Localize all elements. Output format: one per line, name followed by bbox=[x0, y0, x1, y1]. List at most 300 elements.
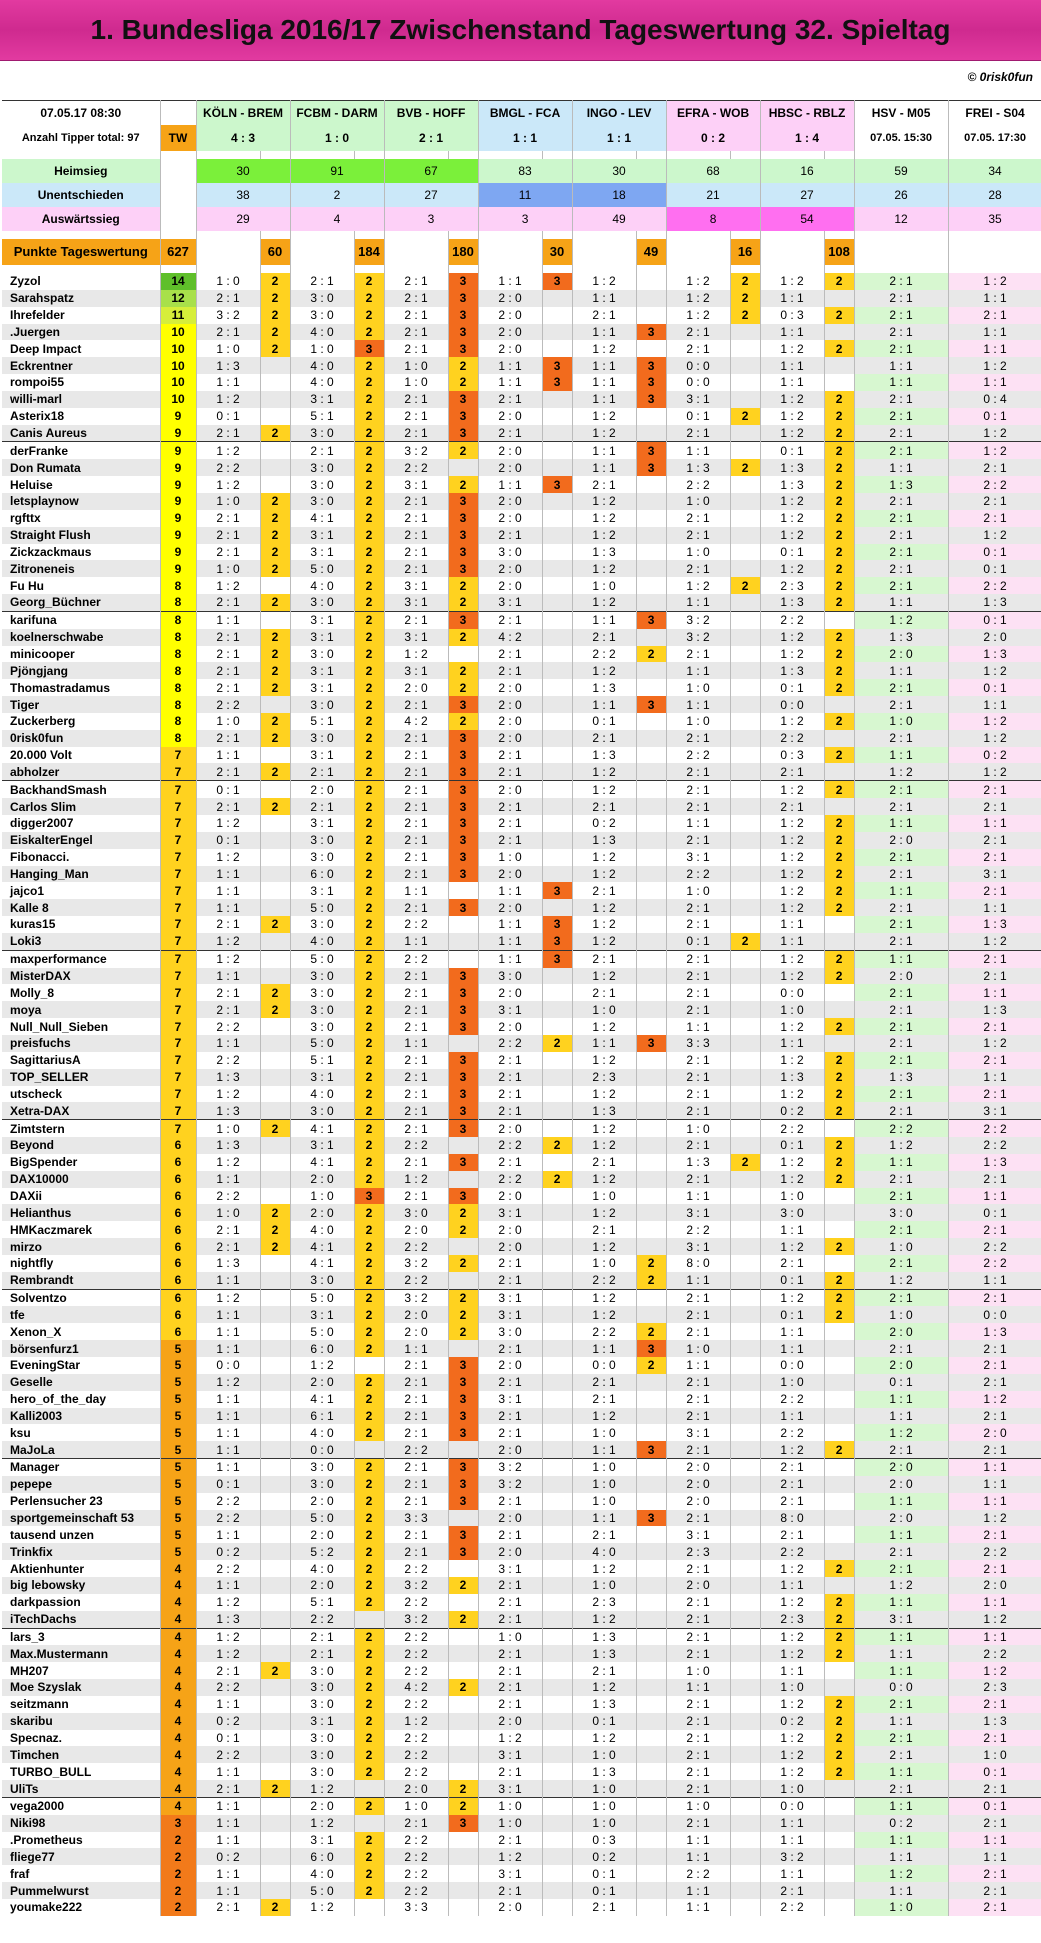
tip-score: 2 : 1 bbox=[478, 1069, 542, 1086]
tip-score: 2 : 2 bbox=[666, 747, 730, 764]
tip-points bbox=[542, 290, 572, 307]
tip-score: 1 : 3 bbox=[666, 459, 730, 476]
tip-score-hsv: 2 : 1 bbox=[854, 866, 948, 883]
tip-points bbox=[824, 1391, 854, 1408]
tip-points bbox=[824, 696, 854, 713]
tip-score: 2 : 0 bbox=[384, 1221, 448, 1238]
tip-points: 2 bbox=[824, 1102, 854, 1119]
tip-score-frei: 2 : 3 bbox=[948, 1679, 1041, 1696]
tip-score: 3 : 0 bbox=[290, 832, 354, 849]
player-tw: 6 bbox=[160, 1154, 196, 1171]
tip-score-hsv: 1 : 1 bbox=[854, 594, 948, 611]
tip-score: 6 : 0 bbox=[290, 1848, 354, 1865]
table-row bbox=[2, 577, 1041, 594]
tip-points: 3 bbox=[448, 527, 478, 544]
tip-score: 2 : 1 bbox=[666, 832, 730, 849]
tip-score-frei: 2 : 1 bbox=[948, 832, 1041, 849]
tip-points: 2 bbox=[354, 1560, 384, 1577]
tip-score: 1 : 2 bbox=[572, 510, 636, 527]
tip-score: 2 : 2 bbox=[760, 1543, 824, 1560]
tip-points: 2 bbox=[354, 968, 384, 985]
tip-points: 2 bbox=[448, 1306, 478, 1323]
tip-points: 3 bbox=[636, 1441, 666, 1458]
tip-points: 2 bbox=[448, 1679, 478, 1696]
match-result: 07.05. 15:30 bbox=[854, 125, 948, 151]
tip-score: 2 : 1 bbox=[290, 1628, 354, 1645]
date-cell: 07.05.17 08:30 bbox=[2, 101, 160, 126]
player-tw: 6 bbox=[160, 1137, 196, 1154]
table-row bbox=[2, 832, 1041, 849]
spacer bbox=[384, 265, 448, 273]
tip-score: 1 : 2 bbox=[384, 1713, 448, 1730]
table-row bbox=[2, 1204, 1041, 1221]
tip-score-hsv: 2 : 1 bbox=[854, 1001, 948, 1018]
tip-points bbox=[636, 1154, 666, 1171]
tip-score: 2 : 0 bbox=[290, 1797, 354, 1814]
player-name: skaribu bbox=[2, 1713, 160, 1730]
tip-points: 2 bbox=[354, 1137, 384, 1154]
tip-points bbox=[260, 1052, 290, 1069]
tip-points: 2 bbox=[354, 1018, 384, 1035]
tip-score: 0 : 1 bbox=[572, 1865, 636, 1882]
player-name: Solventzo bbox=[2, 1289, 160, 1306]
table-row bbox=[2, 340, 1041, 357]
player-name: Xetra-DAX bbox=[2, 1102, 160, 1119]
tip-score-frei: 2 : 0 bbox=[948, 1577, 1041, 1594]
tip-points bbox=[636, 1594, 666, 1611]
unentschieden-row-label: Unentschieden bbox=[2, 183, 160, 207]
tip-score: 1 : 2 bbox=[572, 866, 636, 883]
tip-points bbox=[730, 391, 760, 408]
tip-score: 1 : 2 bbox=[572, 968, 636, 985]
tip-score: 3 : 2 bbox=[384, 1255, 448, 1272]
tip-score: 1 : 1 bbox=[196, 1797, 260, 1814]
player-name: Ihrefelder bbox=[2, 307, 160, 324]
tip-points: 3 bbox=[448, 391, 478, 408]
tip-points: 2 bbox=[354, 510, 384, 527]
tip-points bbox=[730, 747, 760, 764]
page-title: 1. Bundesliga 2016/17 Zwischenstand Tageswertung 32. Spieltag bbox=[90, 14, 951, 45]
tip-score-frei: 1 : 2 bbox=[948, 933, 1041, 950]
player-name: Zuckerberg bbox=[2, 713, 160, 730]
player-name: Zyzol bbox=[2, 273, 160, 290]
tip-score: 1 : 2 bbox=[384, 646, 448, 663]
tip-score: 1 : 0 bbox=[196, 560, 260, 577]
tip-score: 1 : 2 bbox=[666, 290, 730, 307]
tip-points bbox=[730, 1560, 760, 1577]
tip-score: 2 : 1 bbox=[572, 1221, 636, 1238]
tip-score: 1 : 0 bbox=[572, 1797, 636, 1814]
tip-score: 5 : 0 bbox=[290, 1510, 354, 1527]
table-row bbox=[2, 1730, 1041, 1747]
tip-score-frei: 1 : 1 bbox=[948, 1459, 1041, 1476]
player-name: koelnerschwabe bbox=[2, 629, 160, 646]
player-tw: 9 bbox=[160, 408, 196, 425]
tip-score: 1 : 2 bbox=[196, 442, 260, 459]
player-name: abholzer bbox=[2, 763, 160, 780]
player-name: .Juergen bbox=[2, 324, 160, 341]
tip-points bbox=[730, 968, 760, 985]
spacer bbox=[290, 151, 354, 159]
tip-points bbox=[824, 1188, 854, 1205]
tip-score: 2 : 0 bbox=[478, 1899, 542, 1916]
player-tw: 6 bbox=[160, 1188, 196, 1205]
tip-score: 1 : 3 bbox=[760, 459, 824, 476]
tip-points bbox=[730, 1476, 760, 1493]
tip-score: 1 : 3 bbox=[572, 1628, 636, 1645]
tip-score-frei: 1 : 2 bbox=[948, 1035, 1041, 1052]
tip-score: 3 : 0 bbox=[290, 968, 354, 985]
spacer bbox=[384, 231, 448, 239]
tip-points: 2 bbox=[824, 1137, 854, 1154]
tip-points: 2 bbox=[260, 1221, 290, 1238]
match-points: 108 bbox=[824, 239, 854, 265]
player-name: Null_Null_Sieben bbox=[2, 1018, 160, 1035]
spacer bbox=[948, 151, 1041, 159]
tip-points: 2 bbox=[354, 1526, 384, 1543]
tip-score-frei: 2 : 0 bbox=[948, 1424, 1041, 1441]
copyright: © 0risk0fun bbox=[967, 70, 1033, 84]
tip-score: 0 : 3 bbox=[572, 1832, 636, 1849]
tip-points bbox=[542, 629, 572, 646]
table-row bbox=[2, 662, 1041, 679]
tip-points bbox=[730, 1459, 760, 1476]
tip-score-frei: 1 : 1 bbox=[948, 1594, 1041, 1611]
player-name: Heluise bbox=[2, 476, 160, 493]
tip-points bbox=[542, 307, 572, 324]
match-result: 1 : 0 bbox=[290, 125, 384, 151]
tip-points: 2 bbox=[260, 273, 290, 290]
tip-score: 2 : 1 bbox=[384, 1357, 448, 1374]
tip-score: 0 : 1 bbox=[760, 1272, 824, 1289]
tip-score: 1 : 1 bbox=[196, 1526, 260, 1543]
tip-points bbox=[260, 1628, 290, 1645]
tip-score: 2 : 1 bbox=[196, 510, 260, 527]
tip-count: 18 bbox=[572, 183, 666, 207]
tip-points: 2 bbox=[824, 1018, 854, 1035]
tip-score: 1 : 1 bbox=[196, 1171, 260, 1188]
tip-score: 1 : 1 bbox=[760, 374, 824, 391]
table-row bbox=[2, 679, 1041, 696]
player-name: big lebowsky bbox=[2, 1577, 160, 1594]
tip-score: 2 : 1 bbox=[290, 273, 354, 290]
tip-score: 1 : 1 bbox=[572, 1510, 636, 1527]
tip-score: 2 : 1 bbox=[572, 629, 636, 646]
tip-points: 3 bbox=[448, 730, 478, 747]
tip-points bbox=[730, 544, 760, 561]
player-name: tausend unzen bbox=[2, 1526, 160, 1543]
tip-count: 91 bbox=[290, 159, 384, 183]
tip-score: 1 : 0 bbox=[666, 882, 730, 899]
player-tw: 5 bbox=[160, 1408, 196, 1425]
tip-score: 2 : 1 bbox=[478, 527, 542, 544]
tip-score: 1 : 2 bbox=[572, 340, 636, 357]
table-row bbox=[2, 1001, 1041, 1018]
tip-score: 2 : 2 bbox=[384, 1746, 448, 1763]
tip-points bbox=[542, 1543, 572, 1560]
tip-score-frei: 2 : 2 bbox=[948, 577, 1041, 594]
tip-score: 3 : 1 bbox=[384, 577, 448, 594]
tip-score: 2 : 1 bbox=[478, 646, 542, 663]
tip-score: 2 : 2 bbox=[384, 459, 448, 476]
tip-points: 2 bbox=[354, 1662, 384, 1679]
tip-score: 1 : 2 bbox=[666, 577, 730, 594]
tip-points: 3 bbox=[542, 273, 572, 290]
player-tw: 10 bbox=[160, 374, 196, 391]
table-row bbox=[2, 1238, 1041, 1255]
tip-points: 2 bbox=[354, 408, 384, 425]
tip-score: 2 : 1 bbox=[478, 1154, 542, 1171]
player-tw: 7 bbox=[160, 849, 196, 866]
tip-score-hsv: 2 : 1 bbox=[854, 899, 948, 916]
tip-points bbox=[730, 882, 760, 899]
table-row bbox=[2, 1391, 1041, 1408]
player-tw: 11 bbox=[160, 307, 196, 324]
tip-score: 1 : 3 bbox=[196, 1137, 260, 1154]
tip-points bbox=[260, 1882, 290, 1899]
spacer bbox=[572, 265, 636, 273]
tip-points bbox=[730, 1865, 760, 1882]
table-row bbox=[2, 1746, 1041, 1763]
tip-score: 3 : 0 bbox=[290, 1272, 354, 1289]
tip-score-hsv: 1 : 1 bbox=[854, 1848, 948, 1865]
tip-score: 2 : 1 bbox=[384, 560, 448, 577]
tip-points bbox=[448, 933, 478, 950]
tip-count: 11 bbox=[478, 183, 572, 207]
player-name: hero_of_the_day bbox=[2, 1391, 160, 1408]
player-tw: 6 bbox=[160, 1171, 196, 1188]
tip-points bbox=[824, 1662, 854, 1679]
tip-score: 1 : 0 bbox=[760, 1679, 824, 1696]
tip-points bbox=[730, 1001, 760, 1018]
tip-points bbox=[260, 1746, 290, 1763]
tip-score-frei: 2 : 1 bbox=[948, 510, 1041, 527]
tip-score: 4 : 0 bbox=[290, 1560, 354, 1577]
tip-score: 4 : 0 bbox=[290, 1424, 354, 1441]
tip-score: 2 : 2 bbox=[196, 459, 260, 476]
tip-score: 2 : 1 bbox=[760, 763, 824, 780]
tip-score-frei: 1 : 1 bbox=[948, 1493, 1041, 1510]
tip-points bbox=[636, 950, 666, 967]
tip-count: 30 bbox=[196, 159, 290, 183]
table-row bbox=[2, 1543, 1041, 1560]
tip-score: 2 : 1 bbox=[196, 1662, 260, 1679]
tip-score: 2 : 1 bbox=[196, 798, 260, 815]
tip-points bbox=[542, 1408, 572, 1425]
tip-points bbox=[260, 1679, 290, 1696]
tip-score: 2 : 1 bbox=[196, 1899, 260, 1916]
spacer bbox=[160, 265, 196, 273]
tip-score: 3 : 1 bbox=[478, 1865, 542, 1882]
tip-points bbox=[730, 340, 760, 357]
spacer bbox=[478, 231, 542, 239]
tip-score: 2 : 1 bbox=[572, 1899, 636, 1916]
tip-points bbox=[730, 1408, 760, 1425]
spacer bbox=[196, 231, 260, 239]
tip-score-hsv: 2 : 1 bbox=[854, 916, 948, 933]
tip-score: 2 : 1 bbox=[572, 1526, 636, 1543]
tip-score: 2 : 2 bbox=[478, 1035, 542, 1052]
table-row bbox=[2, 646, 1041, 663]
tip-points: 2 bbox=[448, 357, 478, 374]
table-row bbox=[2, 1408, 1041, 1425]
tip-points bbox=[448, 1628, 478, 1645]
tip-points bbox=[542, 1154, 572, 1171]
table-row bbox=[2, 849, 1041, 866]
tip-score: 1 : 2 bbox=[666, 273, 730, 290]
tip-points bbox=[636, 730, 666, 747]
tip-points bbox=[636, 1560, 666, 1577]
tip-points bbox=[636, 1374, 666, 1391]
tip-points: 2 bbox=[260, 1662, 290, 1679]
tip-score-frei: 0 : 1 bbox=[948, 560, 1041, 577]
player-tw: 4 bbox=[160, 1560, 196, 1577]
tip-points: 2 bbox=[354, 1408, 384, 1425]
tip-score: 1 : 2 bbox=[760, 1746, 824, 1763]
player-name: Manager bbox=[2, 1459, 160, 1476]
tip-score: 2 : 0 bbox=[478, 493, 542, 510]
tip-points bbox=[354, 1441, 384, 1458]
player-tw: 5 bbox=[160, 1374, 196, 1391]
tip-points bbox=[542, 1306, 572, 1323]
tip-score-hsv: 2 : 1 bbox=[854, 1746, 948, 1763]
tip-points bbox=[448, 1899, 478, 1916]
player-name: .Prometheus bbox=[2, 1832, 160, 1849]
tip-points bbox=[730, 1696, 760, 1713]
tip-score: 0 : 2 bbox=[760, 1102, 824, 1119]
tip-score: 2 : 1 bbox=[666, 1763, 730, 1780]
tip-points bbox=[636, 1137, 666, 1154]
tip-points: 2 bbox=[354, 763, 384, 780]
tip-points bbox=[636, 544, 666, 561]
tip-points bbox=[542, 1001, 572, 1018]
tip-points: 2 bbox=[354, 798, 384, 815]
tip-score: 5 : 1 bbox=[290, 1052, 354, 1069]
match-result: 2 : 1 bbox=[384, 125, 478, 151]
tip-score: 1 : 0 bbox=[760, 1188, 824, 1205]
tip-score: 1 : 2 bbox=[572, 662, 636, 679]
tip-score: 2 : 1 bbox=[384, 968, 448, 985]
tip-score-hsv: 2 : 1 bbox=[854, 493, 948, 510]
tip-points bbox=[542, 1052, 572, 1069]
table-row bbox=[2, 1424, 1041, 1441]
table-row bbox=[2, 1018, 1041, 1035]
tip-score-hsv: 0 : 2 bbox=[854, 1815, 948, 1832]
tip-score: 1 : 3 bbox=[760, 476, 824, 493]
tip-score: 1 : 0 bbox=[572, 1424, 636, 1441]
tip-points: 2 bbox=[824, 594, 854, 611]
tip-score: 1 : 3 bbox=[196, 357, 260, 374]
spacer bbox=[572, 151, 636, 159]
tip-score-frei: 2 : 1 bbox=[948, 1441, 1041, 1458]
tip-score: 2 : 0 bbox=[478, 899, 542, 916]
tip-score: 2 : 1 bbox=[384, 1424, 448, 1441]
tip-score: 2 : 1 bbox=[196, 527, 260, 544]
tip-score: 1 : 2 bbox=[196, 1374, 260, 1391]
tip-score: 2 : 2 bbox=[384, 1832, 448, 1849]
tip-score-hsv: 1 : 1 bbox=[854, 1832, 948, 1849]
tip-score: 1 : 1 bbox=[196, 968, 260, 985]
tip-points bbox=[824, 763, 854, 780]
tip-points: 2 bbox=[824, 493, 854, 510]
player-tw: 8 bbox=[160, 662, 196, 679]
tip-score: 1 : 1 bbox=[760, 357, 824, 374]
tip-score: 2 : 2 bbox=[384, 1730, 448, 1747]
tip-points bbox=[448, 1882, 478, 1899]
player-tw: 6 bbox=[160, 1306, 196, 1323]
table-row bbox=[2, 747, 1041, 764]
tip-count: 35 bbox=[948, 207, 1041, 231]
tip-score: 2 : 0 bbox=[478, 1543, 542, 1560]
tip-score-hsv: 1 : 1 bbox=[854, 1594, 948, 1611]
tip-score: 2 : 0 bbox=[290, 1526, 354, 1543]
tip-score: 2 : 2 bbox=[196, 1188, 260, 1205]
tip-score: 2 : 1 bbox=[196, 916, 260, 933]
tip-points: 2 bbox=[824, 273, 854, 290]
tip-points: 2 bbox=[354, 1645, 384, 1662]
tip-score: 2 : 1 bbox=[196, 594, 260, 611]
tip-points: 2 bbox=[824, 950, 854, 967]
tip-points bbox=[260, 1848, 290, 1865]
spacer bbox=[354, 231, 384, 239]
tip-points: 2 bbox=[354, 577, 384, 594]
tip-points bbox=[260, 1171, 290, 1188]
player-tw: 4 bbox=[160, 1679, 196, 1696]
tip-points: 2 bbox=[824, 408, 854, 425]
tip-score: 1 : 2 bbox=[572, 1560, 636, 1577]
spacer bbox=[666, 265, 730, 273]
tip-score: 3 : 1 bbox=[290, 1832, 354, 1849]
tip-score: 2 : 0 bbox=[478, 1188, 542, 1205]
tip-points: 2 bbox=[448, 662, 478, 679]
tip-points: 2 bbox=[354, 1221, 384, 1238]
tip-score: 3 : 1 bbox=[666, 849, 730, 866]
player-name: Timchen bbox=[2, 1746, 160, 1763]
tip-score: 1 : 1 bbox=[666, 1272, 730, 1289]
tip-score-frei: 2 : 1 bbox=[948, 1696, 1041, 1713]
player-name: Moe Szyslak bbox=[2, 1679, 160, 1696]
table-row bbox=[2, 357, 1041, 374]
tip-score: 2 : 2 bbox=[384, 1628, 448, 1645]
tip-points bbox=[542, 1713, 572, 1730]
tip-score-hsv: 2 : 1 bbox=[854, 391, 948, 408]
tip-score: 2 : 2 bbox=[478, 1171, 542, 1188]
tip-points bbox=[542, 1441, 572, 1458]
player-name: rgfttx bbox=[2, 510, 160, 527]
table-row bbox=[2, 442, 1041, 459]
spacer bbox=[636, 151, 666, 159]
tip-points bbox=[448, 1272, 478, 1289]
tip-score: 2 : 0 bbox=[478, 1510, 542, 1527]
tip-score: 2 : 1 bbox=[384, 747, 448, 764]
tip-score-hsv: 1 : 1 bbox=[854, 1628, 948, 1645]
tip-score: 2 : 1 bbox=[478, 1272, 542, 1289]
table-row bbox=[2, 1763, 1041, 1780]
tip-points: 2 bbox=[354, 1424, 384, 1441]
tip-points bbox=[730, 374, 760, 391]
player-tw: 4 bbox=[160, 1746, 196, 1763]
tip-points bbox=[636, 1204, 666, 1221]
tip-score: 5 : 1 bbox=[290, 713, 354, 730]
tip-score: 1 : 3 bbox=[572, 1102, 636, 1119]
tip-points bbox=[730, 1204, 760, 1221]
tip-points bbox=[824, 1221, 854, 1238]
player-tw: 8 bbox=[160, 730, 196, 747]
player-name: SagittariusA bbox=[2, 1052, 160, 1069]
tip-score: 1 : 2 bbox=[760, 273, 824, 290]
tip-score: 1 : 2 bbox=[760, 646, 824, 663]
tip-score: 3 : 2 bbox=[666, 611, 730, 628]
